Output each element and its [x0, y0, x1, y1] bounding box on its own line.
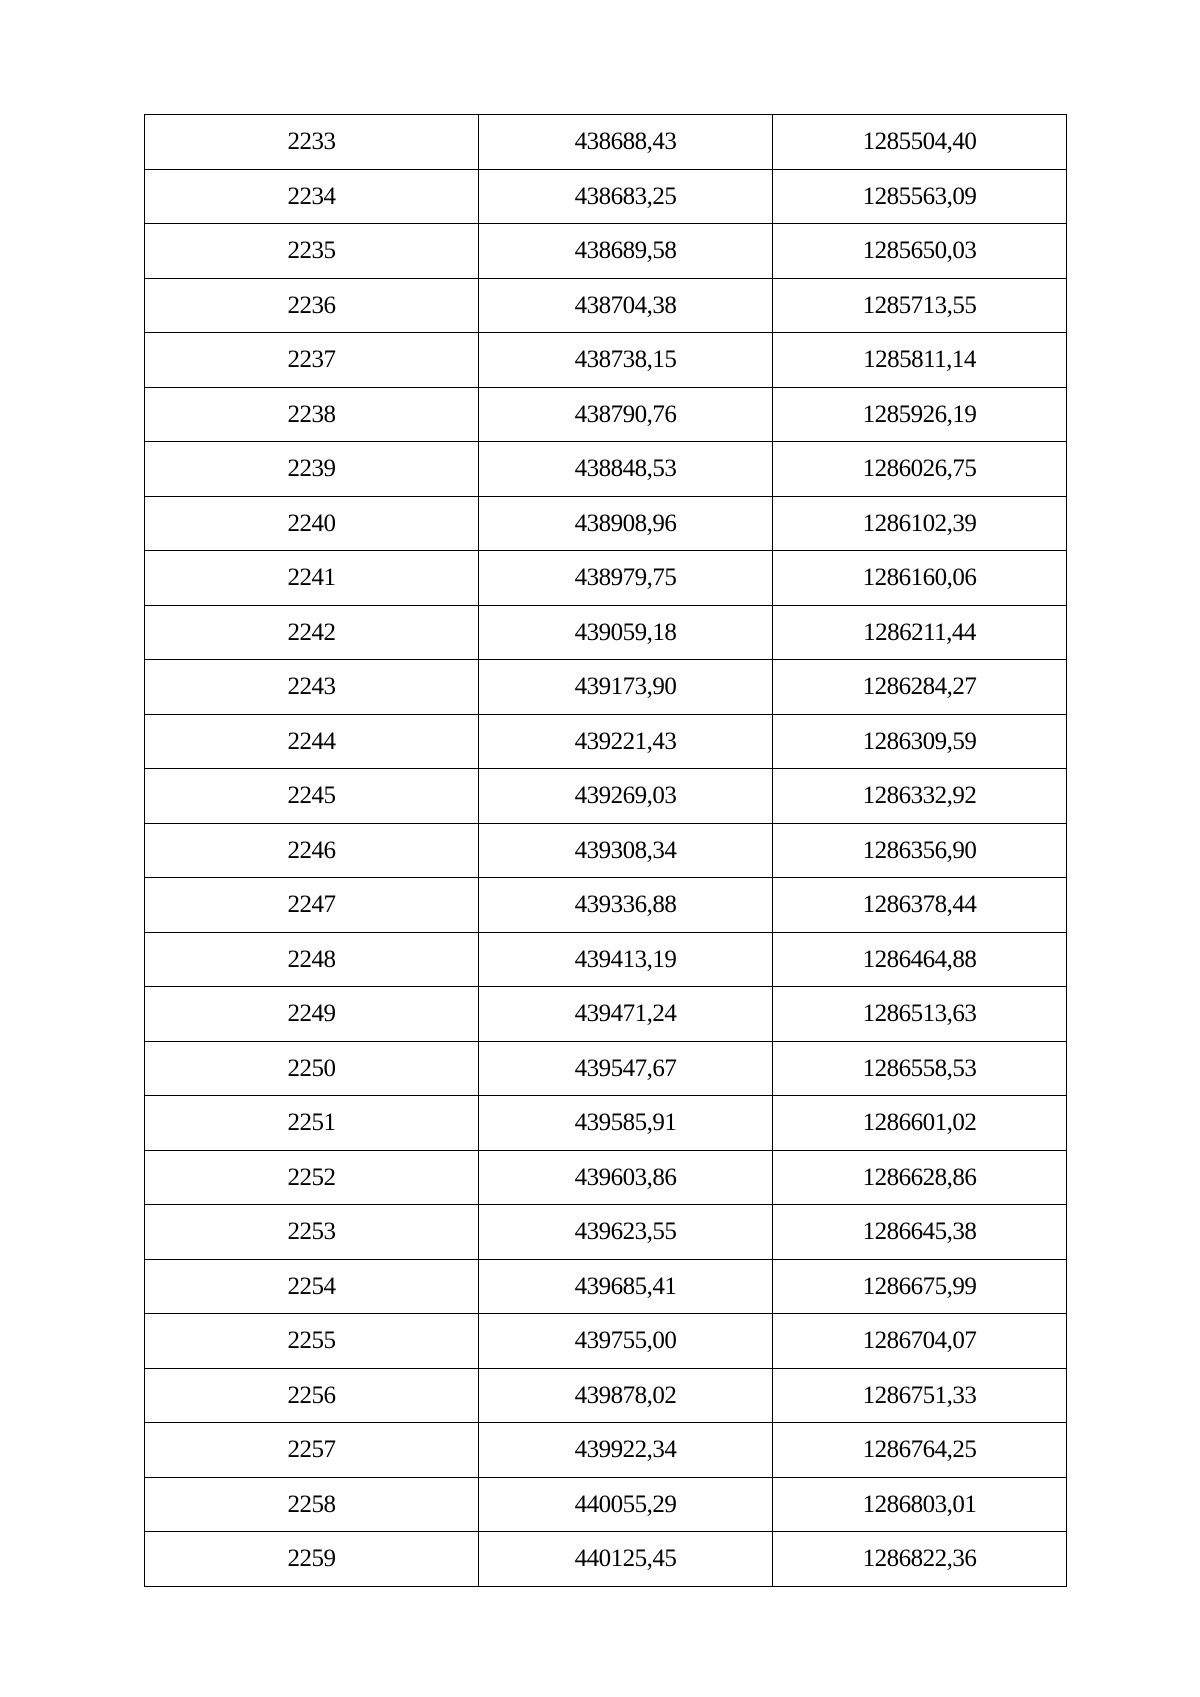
x-coordinate-cell: 439585,91: [479, 1096, 773, 1151]
y-coordinate-cell: 1286309,59: [773, 714, 1067, 769]
x-coordinate-cell: 439059,18: [479, 605, 773, 660]
coordinates-table-body: [145, 115, 1067, 1587]
x-coordinate-cell: 439308,34: [479, 823, 773, 878]
y-coordinate-cell: 1286284,27: [773, 660, 1067, 715]
x-coordinate-cell: 439269,03: [479, 769, 773, 824]
table-row: [145, 714, 1067, 769]
point-number-cell: 2244: [145, 714, 479, 769]
table-row: [145, 660, 1067, 715]
table-row: [145, 551, 1067, 606]
y-coordinate-cell: 1285504,40: [773, 115, 1067, 170]
table-row: [145, 278, 1067, 333]
y-coordinate-cell: 1285713,55: [773, 278, 1067, 333]
table-row: [145, 605, 1067, 660]
point-number-cell: 2258: [145, 1477, 479, 1532]
x-coordinate-cell: 439685,41: [479, 1259, 773, 1314]
table-row: [145, 442, 1067, 497]
point-number-cell: 2240: [145, 496, 479, 551]
table-row: [145, 878, 1067, 933]
y-coordinate-cell: 1285926,19: [773, 387, 1067, 442]
table-row: [145, 333, 1067, 388]
y-coordinate-cell: 1286026,75: [773, 442, 1067, 497]
x-coordinate-cell: 439623,55: [479, 1205, 773, 1260]
table-row: [145, 987, 1067, 1042]
x-coordinate-cell: 438790,76: [479, 387, 773, 442]
y-coordinate-cell: 1286704,07: [773, 1314, 1067, 1369]
x-coordinate-cell: 439173,90: [479, 660, 773, 715]
x-coordinate-cell: 439547,67: [479, 1041, 773, 1096]
table-row: [145, 769, 1067, 824]
table-row: [145, 496, 1067, 551]
point-number-cell: 2238: [145, 387, 479, 442]
y-coordinate-cell: 1286764,25: [773, 1423, 1067, 1478]
y-coordinate-cell: 1286822,36: [773, 1532, 1067, 1587]
point-number-cell: 2243: [145, 660, 479, 715]
x-coordinate-cell: 438689,58: [479, 224, 773, 279]
x-coordinate-cell: 439922,34: [479, 1423, 773, 1478]
x-coordinate-cell: 438683,25: [479, 169, 773, 224]
point-number-cell: 2251: [145, 1096, 479, 1151]
table-row: [145, 387, 1067, 442]
point-number-cell: 2242: [145, 605, 479, 660]
point-number-cell: 2249: [145, 987, 479, 1042]
table-row: [145, 1314, 1067, 1369]
y-coordinate-cell: 1286675,99: [773, 1259, 1067, 1314]
y-coordinate-cell: 1286211,44: [773, 605, 1067, 660]
point-number-cell: 2250: [145, 1041, 479, 1096]
x-coordinate-cell: 440125,45: [479, 1532, 773, 1587]
table-row: [145, 1532, 1067, 1587]
table-row: [145, 1205, 1067, 1260]
point-number-cell: 2235: [145, 224, 479, 279]
point-number-cell: 2255: [145, 1314, 479, 1369]
y-coordinate-cell: 1286628,86: [773, 1150, 1067, 1205]
x-coordinate-cell: 438688,43: [479, 115, 773, 170]
point-number-cell: 2233: [145, 115, 479, 170]
x-coordinate-cell: 439413,19: [479, 932, 773, 987]
point-number-cell: 2247: [145, 878, 479, 933]
x-coordinate-cell: 438908,96: [479, 496, 773, 551]
y-coordinate-cell: 1286601,02: [773, 1096, 1067, 1151]
y-coordinate-cell: 1286332,92: [773, 769, 1067, 824]
point-number-cell: 2253: [145, 1205, 479, 1260]
y-coordinate-cell: 1285650,03: [773, 224, 1067, 279]
table-row: [145, 1150, 1067, 1205]
point-number-cell: 2236: [145, 278, 479, 333]
point-number-cell: 2252: [145, 1150, 479, 1205]
table-row: [145, 1477, 1067, 1532]
point-number-cell: 2237: [145, 333, 479, 388]
point-number-cell: 2259: [145, 1532, 479, 1587]
y-coordinate-cell: 1286803,01: [773, 1477, 1067, 1532]
y-coordinate-cell: 1286102,39: [773, 496, 1067, 551]
y-coordinate-cell: 1285811,14: [773, 333, 1067, 388]
x-coordinate-cell: 439336,88: [479, 878, 773, 933]
y-coordinate-cell: 1286645,38: [773, 1205, 1067, 1260]
y-coordinate-cell: 1286160,06: [773, 551, 1067, 606]
y-coordinate-cell: 1286751,33: [773, 1368, 1067, 1423]
point-number-cell: 2234: [145, 169, 479, 224]
point-number-cell: 2248: [145, 932, 479, 987]
x-coordinate-cell: 439755,00: [479, 1314, 773, 1369]
point-number-cell: 2254: [145, 1259, 479, 1314]
y-coordinate-cell: 1285563,09: [773, 169, 1067, 224]
table-row: [145, 1096, 1067, 1151]
point-number-cell: 2257: [145, 1423, 479, 1478]
x-coordinate-cell: 438738,15: [479, 333, 773, 388]
table-row: [145, 1041, 1067, 1096]
point-number-cell: 2241: [145, 551, 479, 606]
table-row: [145, 1423, 1067, 1478]
table-row: [145, 115, 1067, 170]
x-coordinate-cell: 438848,53: [479, 442, 773, 497]
y-coordinate-cell: 1286558,53: [773, 1041, 1067, 1096]
y-coordinate-cell: 1286464,88: [773, 932, 1067, 987]
x-coordinate-cell: 439878,02: [479, 1368, 773, 1423]
coordinates-table: [144, 114, 1067, 1587]
x-coordinate-cell: 438979,75: [479, 551, 773, 606]
table-row: [145, 224, 1067, 279]
x-coordinate-cell: 439471,24: [479, 987, 773, 1042]
table-row: [145, 823, 1067, 878]
y-coordinate-cell: 1286513,63: [773, 987, 1067, 1042]
point-number-cell: 2246: [145, 823, 479, 878]
table-row: [145, 169, 1067, 224]
x-coordinate-cell: 439603,86: [479, 1150, 773, 1205]
table-row: [145, 932, 1067, 987]
point-number-cell: 2245: [145, 769, 479, 824]
x-coordinate-cell: 439221,43: [479, 714, 773, 769]
y-coordinate-cell: 1286356,90: [773, 823, 1067, 878]
table-row: [145, 1259, 1067, 1314]
point-number-cell: 2256: [145, 1368, 479, 1423]
table-row: [145, 1368, 1067, 1423]
y-coordinate-cell: 1286378,44: [773, 878, 1067, 933]
x-coordinate-cell: 440055,29: [479, 1477, 773, 1532]
x-coordinate-cell: 438704,38: [479, 278, 773, 333]
point-number-cell: 2239: [145, 442, 479, 497]
